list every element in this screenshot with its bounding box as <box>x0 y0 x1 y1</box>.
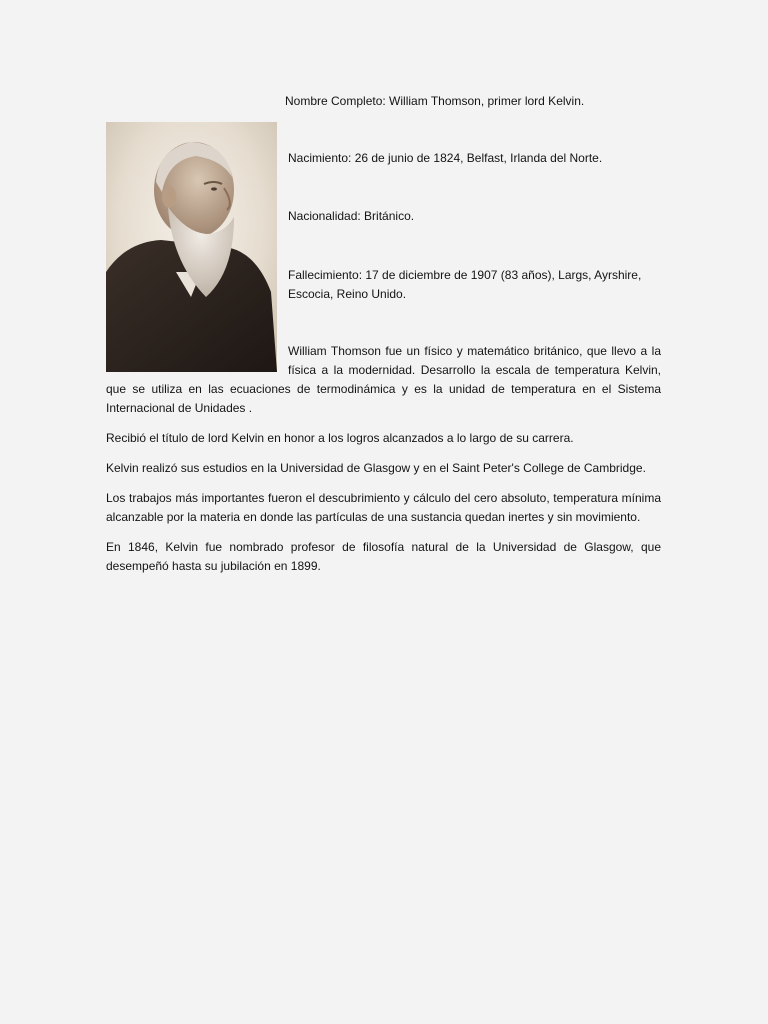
body-paragraph: William Thomson fue un físico y matemático británico, que llevo a la física a la modernidad. Desarrollo la escala de temperatura Kelvin, que se utiliza en las ecuaciones de termodinámica y es la unidad de temperatura en el Sistema Internacional de Unidades . <box>106 344 661 415</box>
birth-field: Nacimiento: 26 de junio de 1824, Belfast, Irlanda del Norte. <box>288 151 603 165</box>
body-paragraph: En 1846, Kelvin fue nombrado profesor de filosofía natural de la Universidad de Glasgow, que desempeñó hasta su jubilación en 1899. <box>106 540 661 573</box>
biography-body <box>106 342 661 587</box>
portrait-photo <box>106 122 277 372</box>
body-paragraph: Kelvin realizó sus estudios en la Universidad de Glasgow y en el Saint Peter's College de Cambridge. <box>106 461 646 475</box>
death-field: Fallecimiento: 17 de diciembre de 1907 (83 años), Largs, Ayrshire, Escocia, Reino Unido. <box>288 268 642 301</box>
portrait-wrap-spacer <box>106 342 288 380</box>
body-paragraph: Recibió el título de lord Kelvin en honor a los logros alcanzados a lo largo de su carrera. <box>106 431 574 445</box>
full-name-line: Nombre Completo: William Thomson, primer lord Kelvin. <box>285 94 585 108</box>
nationality-field: Nacionalidad: Británico. <box>288 209 415 223</box>
body-paragraph: Los trabajos más importantes fueron el descubrimiento y cálculo del cero absoluto, temperatura mínima alcanzable por la materia en donde las partículas de una sustancia quedan inertes y sin movimiento. <box>106 491 661 524</box>
